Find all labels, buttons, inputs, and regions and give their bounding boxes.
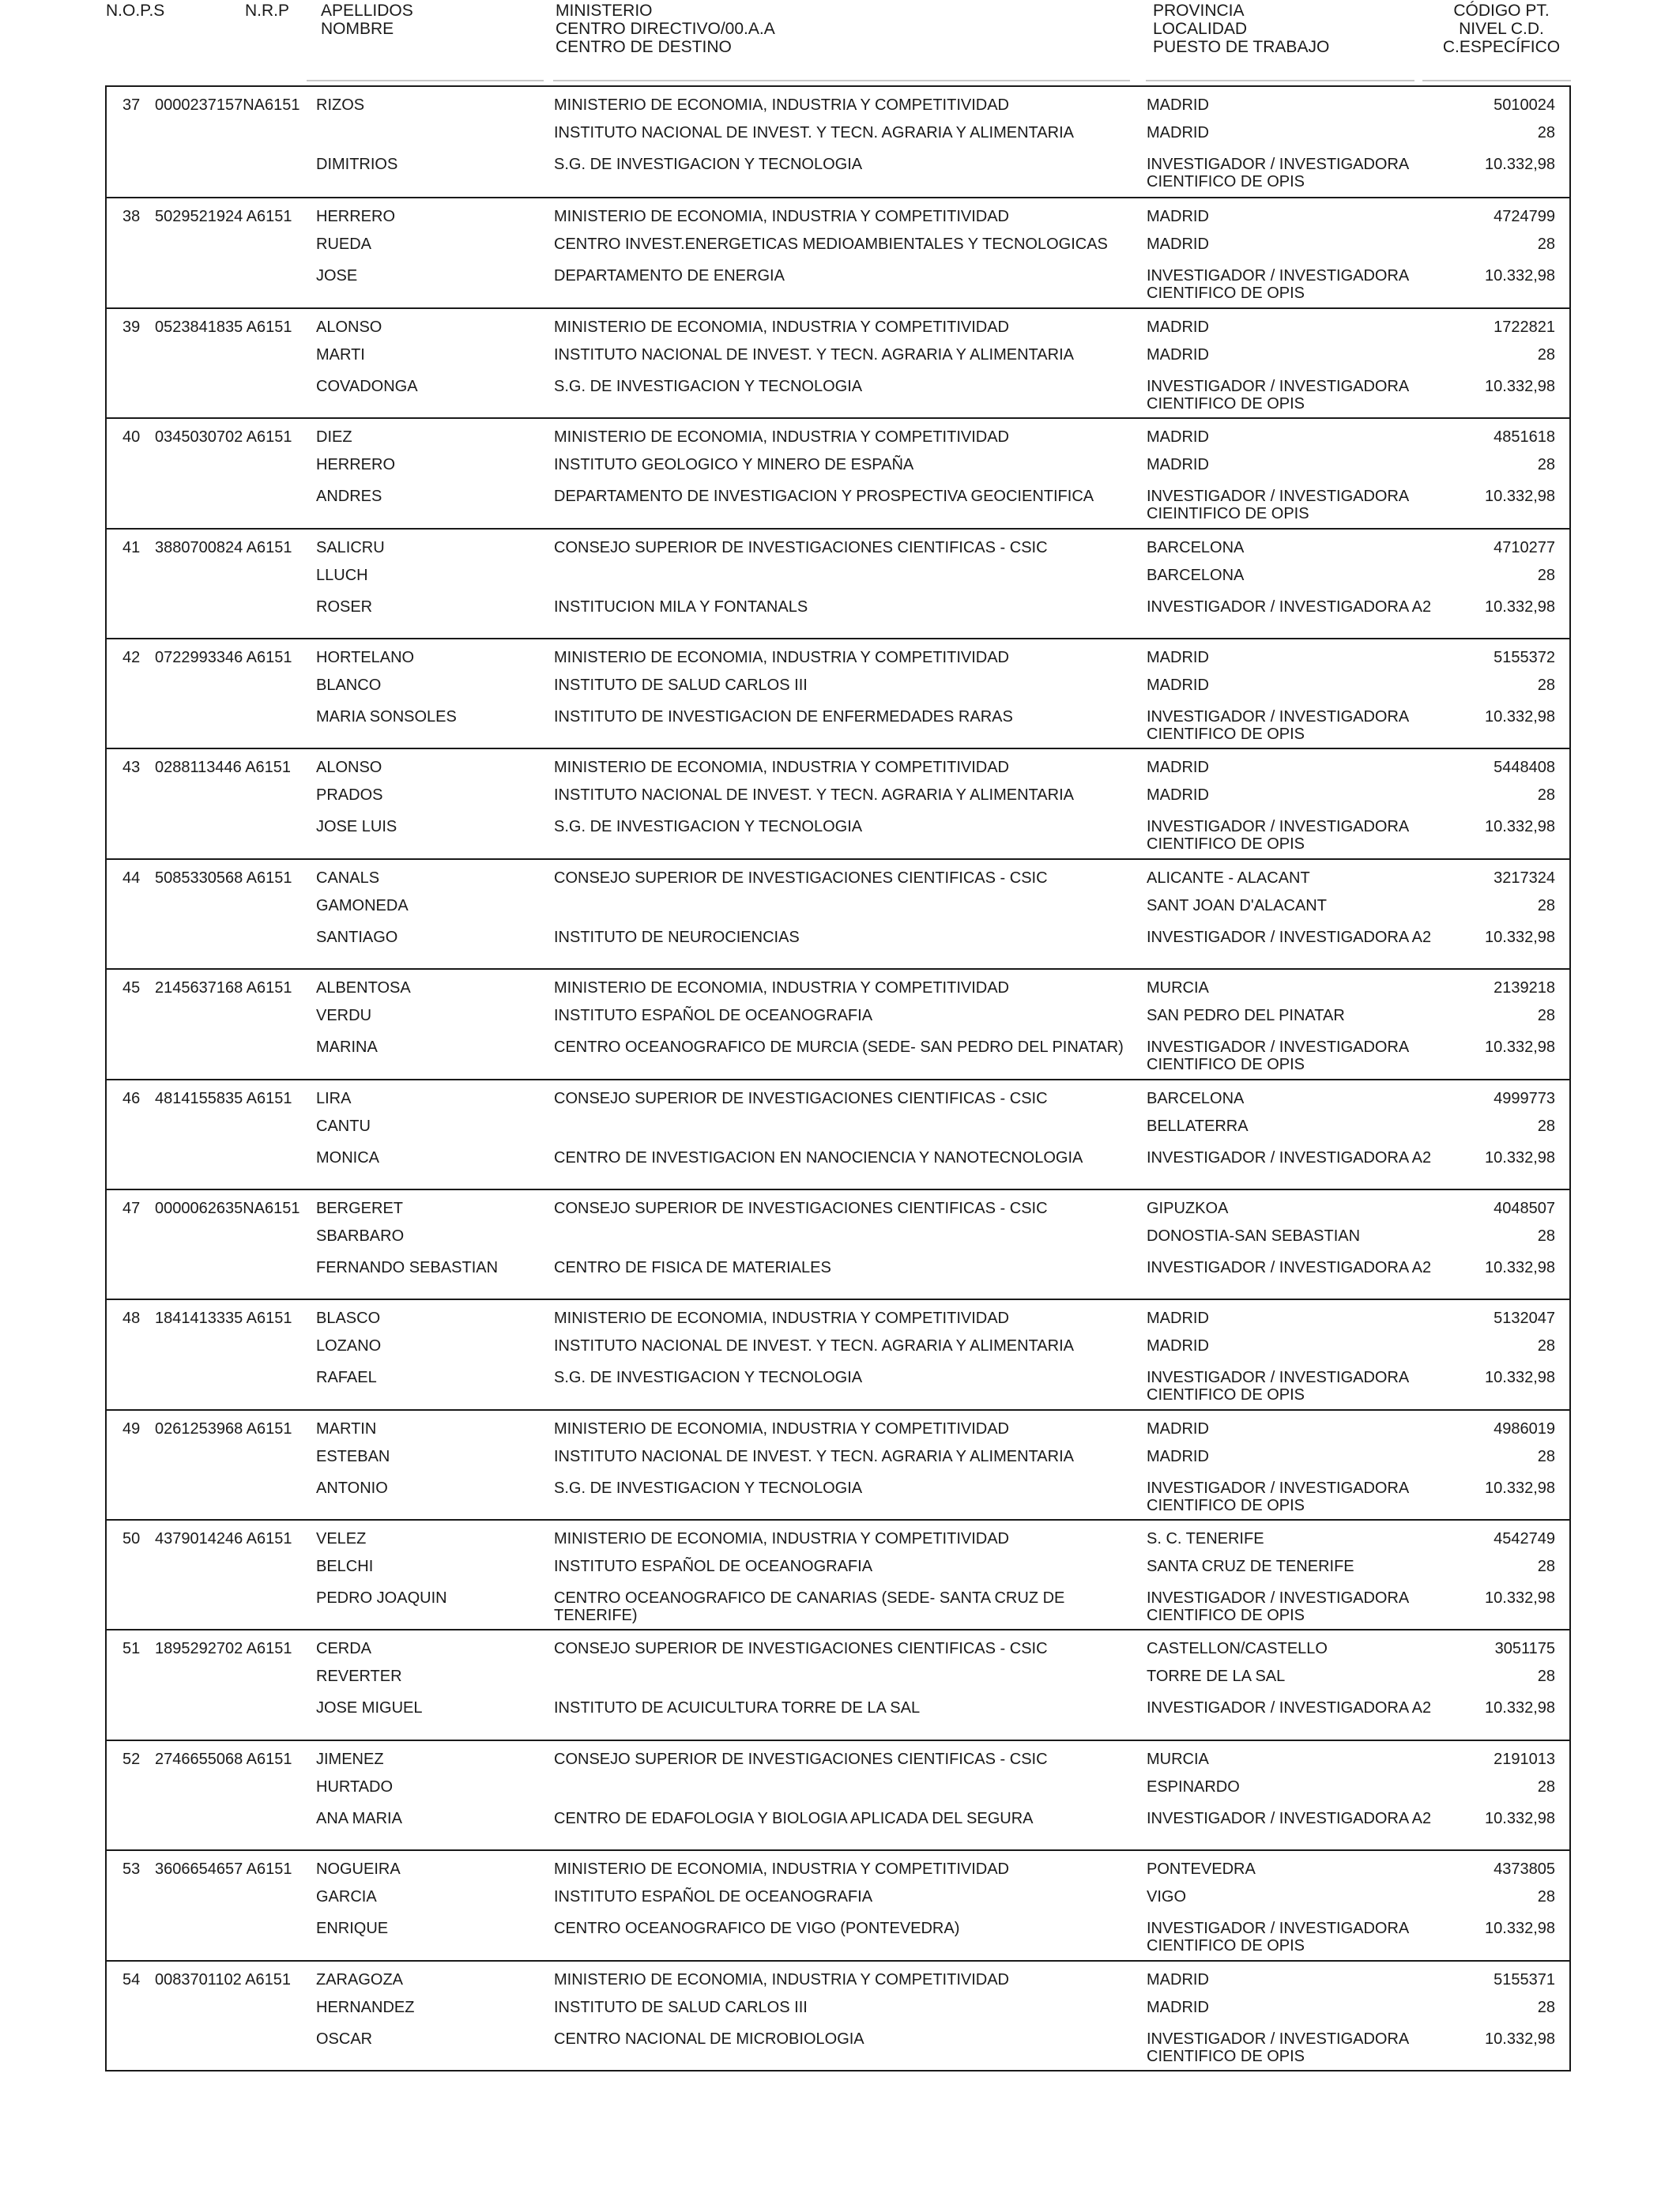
record-puesto: INVESTIGADOR / INVESTIGADORA A2 — [1147, 928, 1432, 946]
record-puesto: INVESTIGADOR / INVESTIGADORA A2 — [1147, 1809, 1432, 1827]
record-provincia: MADRID — [1147, 1419, 1209, 1438]
record-second-surname: BLANCO — [316, 676, 382, 694]
record-nivel-cd: 28 — [1537, 896, 1555, 914]
record-puesto: INVESTIGADOR / INVESTIGADORA A2 — [1147, 1699, 1432, 1717]
record-row — [107, 1409, 1569, 1519]
record-nivel-cd: 28 — [1537, 1998, 1555, 2016]
record-puesto: INVESTIGADOR / INVESTIGADORA CIENTIFICO DE OPIS — [1147, 377, 1409, 413]
record-first-surname: BLASCO — [316, 1310, 381, 1328]
record-provincia: BARCELONA — [1147, 1089, 1245, 1107]
header-provincia-localidad-puesto: PROVINCIA LOCALIDAD PUESTO DE TRABAJO — [1153, 2, 1330, 56]
record-row — [107, 748, 1569, 858]
record-codigo-pt: 5448408 — [1494, 759, 1555, 777]
record-row — [107, 1299, 1569, 1408]
record-given-name: ANTONIO — [316, 1479, 388, 1497]
record-nrp: 5029521924 A6151 — [155, 208, 292, 226]
record-number: 38 — [122, 208, 141, 226]
header-codigo-nivel-especifico: CÓDIGO PT. NIVEL C.D. C.ESPECÍFICO — [1442, 2, 1561, 56]
record-number: 52 — [122, 1750, 141, 1768]
record-second-surname: MARTI — [316, 345, 365, 364]
record-second-surname: PRADOS — [316, 786, 383, 805]
record-nivel-cd: 28 — [1537, 1558, 1555, 1576]
record-centro-destino: S.G. DE INVESTIGACION Y TECNOLOGIA — [554, 818, 863, 836]
record-centro-directivo: INSTITUTO NACIONAL DE INVEST. Y TECN. AGRARIA Y ALIMENTARIA — [554, 1337, 1074, 1355]
record-centro-destino: S.G. DE INVESTIGACION Y TECNOLOGIA — [554, 1479, 863, 1497]
record-nrp: 0083701102 A6151 — [155, 1970, 292, 1989]
record-localidad: MADRID — [1147, 786, 1209, 805]
record-nivel-cd: 28 — [1537, 1888, 1555, 1906]
record-centro-directivo: INSTITUTO ESPAÑOL DE OCEANOGRAFIA — [554, 1558, 873, 1576]
record-complemento-especifico: 10.332,98 — [1485, 1920, 1555, 1938]
header-nops: N.O.P.S — [106, 2, 165, 20]
record-ministerio: MINISTERIO DE ECONOMIA, INDUSTRIA Y COMPETITIVIDAD — [554, 1310, 1009, 1328]
record-ministerio: CONSEJO SUPERIOR DE INVESTIGACIONES CIENTIFICAS - CSIC — [554, 538, 1048, 556]
record-provincia: PONTEVEDRA — [1147, 1860, 1256, 1879]
record-complemento-especifico: 10.332,98 — [1485, 488, 1555, 506]
record-nrp: 2746655068 A6151 — [155, 1750, 292, 1768]
record-row — [107, 417, 1569, 527]
record-localidad: MADRID — [1147, 124, 1209, 141]
record-second-surname: VERDU — [316, 1007, 372, 1025]
record-puesto: INVESTIGADOR / INVESTIGADORA CIENTIFICO DE OPIS — [1147, 1039, 1409, 1074]
record-localidad: MADRID — [1147, 1337, 1209, 1355]
record-puesto: INVESTIGADOR / INVESTIGADORA CIENTIFICO DE OPIS — [1147, 267, 1409, 303]
record-puesto: INVESTIGADOR / INVESTIGADORA CIENTIFICO DE OPIS — [1147, 156, 1409, 190]
record-nrp: 0523841835 A6151 — [155, 318, 292, 336]
record-row — [107, 968, 1569, 1078]
records-table — [105, 85, 1571, 2071]
record-localidad: MADRID — [1147, 1998, 1209, 2016]
record-provincia: MURCIA — [1147, 979, 1209, 997]
record-complemento-especifico: 10.332,98 — [1485, 1479, 1555, 1497]
record-row — [107, 1849, 1569, 1959]
record-first-surname: ALBENTOSA — [316, 979, 411, 997]
record-given-name: JOSE LUIS — [316, 818, 397, 836]
record-ministerio: CONSEJO SUPERIOR DE INVESTIGACIONES CIENTIFICAS - CSIC — [554, 1089, 1048, 1107]
record-nivel-cd: 28 — [1537, 1668, 1555, 1686]
record-first-surname: ZARAGOZA — [316, 1970, 404, 1989]
record-row — [107, 1519, 1569, 1629]
record-number: 54 — [122, 1970, 141, 1989]
record-codigo-pt: 4999773 — [1494, 1089, 1555, 1107]
record-given-name: FERNANDO SEBASTIAN — [316, 1258, 499, 1276]
record-localidad: VIGO — [1147, 1888, 1187, 1906]
record-second-surname: GAMONEDA — [316, 896, 409, 914]
record-nivel-cd: 28 — [1537, 345, 1555, 364]
record-centro-directivo: INSTITUTO GEOLOGICO Y MINERO DE ESPAÑA — [554, 456, 914, 474]
record-number: 51 — [122, 1640, 141, 1658]
record-nivel-cd: 28 — [1537, 124, 1555, 141]
record-ministerio: CONSEJO SUPERIOR DE INVESTIGACIONES CIENTIFICAS - CSIC — [554, 1199, 1048, 1217]
record-given-name: ANDRES — [316, 488, 382, 506]
record-centro-destino: S.G. DE INVESTIGACION Y TECNOLOGIA — [554, 156, 863, 173]
record-centro-destino: INSTITUTO DE NEUROCIENCIAS — [554, 928, 800, 946]
record-given-name: JOSE MIGUEL — [316, 1699, 423, 1717]
record-nrp: 0722993346 A6151 — [155, 648, 292, 666]
record-nrp: 4814155835 A6151 — [155, 1089, 292, 1107]
record-provincia: MURCIA — [1147, 1750, 1209, 1768]
record-row — [107, 638, 1569, 748]
record-provincia: MADRID — [1147, 208, 1209, 226]
record-first-surname: LIRA — [316, 1089, 352, 1107]
record-puesto: INVESTIGADOR / INVESTIGADORA CIENTIFICO DE OPIS — [1147, 707, 1409, 743]
record-number: 39 — [122, 318, 141, 336]
record-codigo-pt: 4851618 — [1494, 428, 1555, 447]
record-nivel-cd: 28 — [1537, 1227, 1555, 1245]
record-row — [107, 1960, 1569, 2070]
column-header — [0, 0, 1680, 83]
record-centro-directivo: INSTITUTO NACIONAL DE INVEST. Y TECN. AGRARIA Y ALIMENTARIA — [554, 345, 1074, 364]
record-second-surname: HERRERO — [316, 456, 396, 474]
record-localidad: BELLATERRA — [1147, 1117, 1249, 1135]
record-centro-directivo: INSTITUTO DE SALUD CARLOS III — [554, 676, 808, 694]
record-localidad: MADRID — [1147, 1447, 1209, 1465]
record-localidad: SAN PEDRO DEL PINATAR — [1147, 1007, 1345, 1025]
record-number: 53 — [122, 1860, 141, 1879]
record-given-name: OSCAR — [316, 2030, 373, 2048]
record-first-surname: BERGERET — [316, 1199, 404, 1217]
record-codigo-pt: 3217324 — [1494, 869, 1555, 887]
record-second-surname: GARCIA — [316, 1888, 377, 1906]
record-provincia: MADRID — [1147, 759, 1209, 777]
record-row — [107, 528, 1569, 638]
record-centro-destino: CENTRO DE EDAFOLOGIA Y BIOLOGIA APLICADA DEL SEGURA — [554, 1809, 1034, 1827]
record-puesto: INVESTIGADOR / INVESTIGADORA CIENTIFICO DE OPIS — [1147, 1479, 1409, 1514]
record-first-surname: CANALS — [316, 869, 380, 887]
record-complemento-especifico: 10.332,98 — [1485, 1699, 1555, 1717]
record-ministerio: MINISTERIO DE ECONOMIA, INDUSTRIA Y COMPETITIVIDAD — [554, 1860, 1009, 1879]
record-given-name: JOSE — [316, 267, 358, 285]
record-number: 46 — [122, 1089, 141, 1107]
record-number: 48 — [122, 1310, 141, 1328]
record-complemento-especifico: 10.332,98 — [1485, 818, 1555, 836]
record-provincia: MADRID — [1147, 318, 1209, 336]
record-nivel-cd: 28 — [1537, 1337, 1555, 1355]
record-second-surname: LOZANO — [316, 1337, 382, 1355]
record-codigo-pt: 4373805 — [1494, 1860, 1555, 1879]
record-nrp: 1841413335 A6151 — [155, 1310, 292, 1328]
record-centro-directivo: INSTITUTO NACIONAL DE INVEST. Y TECN. AGRARIA Y ALIMENTARIA — [554, 124, 1074, 141]
record-complemento-especifico: 10.332,98 — [1485, 377, 1555, 395]
record-nivel-cd: 28 — [1537, 236, 1555, 254]
record-nivel-cd: 28 — [1537, 1447, 1555, 1465]
record-number: 49 — [122, 1419, 141, 1438]
record-second-surname: REVERTER — [316, 1668, 402, 1686]
record-provincia: BARCELONA — [1147, 538, 1245, 556]
record-complemento-especifico: 10.332,98 — [1485, 707, 1555, 726]
record-number: 42 — [122, 648, 141, 666]
record-given-name: MONICA — [316, 1148, 379, 1167]
record-centro-directivo: INSTITUTO NACIONAL DE INVEST. Y TECN. AGRARIA Y ALIMENTARIA — [554, 1447, 1074, 1465]
record-centro-destino: INSTITUTO DE INVESTIGACION DE ENFERMEDADES RARAS — [554, 707, 1013, 726]
record-nivel-cd: 28 — [1537, 456, 1555, 474]
record-row — [107, 1189, 1569, 1299]
record-number: 37 — [122, 96, 141, 114]
record-given-name: PEDRO JOAQUIN — [316, 1589, 447, 1608]
record-given-name: COVADONGA — [316, 377, 418, 395]
record-given-name: SANTIAGO — [316, 928, 398, 946]
record-row — [107, 307, 1569, 417]
record-localidad: DONOSTIA-SAN SEBASTIAN — [1147, 1227, 1361, 1245]
record-complemento-especifico: 10.332,98 — [1485, 2030, 1555, 2048]
record-complemento-especifico: 10.332,98 — [1485, 598, 1555, 616]
record-row — [107, 1079, 1569, 1189]
record-ministerio: MINISTERIO DE ECONOMIA, INDUSTRIA Y COMPETITIVIDAD — [554, 428, 1009, 447]
record-nrp: 0288113446 A6151 — [155, 759, 292, 777]
record-number: 47 — [122, 1199, 141, 1217]
record-puesto: INVESTIGADOR / INVESTIGADORA A2 — [1147, 1258, 1432, 1276]
record-nrp: 3880700824 A6151 — [155, 538, 292, 556]
record-centro-directivo: INSTITUTO ESPAÑOL DE OCEANOGRAFIA — [554, 1888, 873, 1906]
record-provincia: MADRID — [1147, 1310, 1209, 1328]
record-complemento-especifico: 10.332,98 — [1485, 156, 1555, 173]
record-ministerio: MINISTERIO DE ECONOMIA, INDUSTRIA Y COMPETITIVIDAD — [554, 648, 1009, 666]
record-given-name: ROSER — [316, 598, 373, 616]
record-second-surname: SBARBARO — [316, 1227, 405, 1245]
record-nrp: 2145637168 A6151 — [155, 979, 292, 997]
record-puesto: INVESTIGADOR / INVESTIGADORA A2 — [1147, 1148, 1432, 1167]
record-codigo-pt: 2139218 — [1494, 979, 1555, 997]
record-centro-destino: S.G. DE INVESTIGACION Y TECNOLOGIA — [554, 377, 863, 395]
record-complemento-especifico: 10.332,98 — [1485, 1258, 1555, 1276]
record-nivel-cd: 28 — [1537, 1117, 1555, 1135]
record-localidad: MADRID — [1147, 676, 1209, 694]
record-puesto: INVESTIGADOR / INVESTIGADORA CIEINTIFICO DE OPIS — [1147, 488, 1409, 523]
record-given-name: RAFAEL — [316, 1369, 377, 1387]
record-localidad: SANTA CRUZ DE TENERIFE — [1147, 1558, 1354, 1576]
record-first-surname: JIMENEZ — [316, 1750, 384, 1768]
record-nivel-cd: 28 — [1537, 1777, 1555, 1796]
record-number: 44 — [122, 869, 141, 887]
record-codigo-pt: 5010024 — [1494, 96, 1555, 114]
record-codigo-pt: 3051175 — [1494, 1640, 1555, 1658]
record-ministerio: MINISTERIO DE ECONOMIA, INDUSTRIA Y COMPETITIVIDAD — [554, 1419, 1009, 1438]
record-first-surname: NOGUEIRA — [316, 1860, 401, 1879]
record-row — [107, 1629, 1569, 1739]
record-complemento-especifico: 10.332,98 — [1485, 1369, 1555, 1387]
record-second-surname: HERNANDEZ — [316, 1998, 415, 2016]
record-centro-destino: CENTRO DE FISICA DE MATERIALES — [554, 1258, 831, 1276]
record-provincia: ALICANTE - ALACANT — [1147, 869, 1310, 887]
record-centro-destino: CENTRO OCEANOGRAFICO DE CANARIAS (SEDE- SANTA CRUZ DE TENERIFE) — [554, 1589, 1065, 1625]
record-centro-destino: S.G. DE INVESTIGACION Y TECNOLOGIA — [554, 1369, 863, 1387]
record-second-surname: CANTU — [316, 1117, 371, 1135]
record-codigo-pt: 4710277 — [1494, 538, 1555, 556]
record-provincia: GIPUZKOA — [1147, 1199, 1229, 1217]
record-first-surname: HERRERO — [316, 208, 396, 226]
record-nivel-cd: 28 — [1537, 786, 1555, 805]
record-centro-directivo: INSTITUTO ESPAÑOL DE OCEANOGRAFIA — [554, 1007, 873, 1025]
record-complemento-especifico: 10.332,98 — [1485, 1148, 1555, 1167]
record-centro-destino: CENTRO OCEANOGRAFICO DE MURCIA (SEDE- SAN PEDRO DEL PINATAR) — [554, 1039, 1124, 1057]
record-given-name: ENRIQUE — [316, 1920, 389, 1938]
record-given-name: ANA MARIA — [316, 1809, 402, 1827]
record-nrp: 5085330568 A6151 — [155, 869, 292, 887]
record-number: 45 — [122, 979, 141, 997]
record-ministerio: CONSEJO SUPERIOR DE INVESTIGACIONES CIENTIFICAS - CSIC — [554, 1750, 1048, 1768]
record-centro-destino: CENTRO OCEANOGRAFICO DE VIGO (PONTEVEDRA) — [554, 1920, 960, 1938]
record-first-surname: RIZOS — [316, 96, 365, 114]
record-given-name: MARINA — [316, 1039, 378, 1057]
record-nrp: 3606654657 A6151 — [155, 1860, 292, 1879]
record-localidad: MADRID — [1147, 236, 1209, 254]
record-number: 50 — [122, 1530, 141, 1548]
header-underline — [1422, 80, 1571, 81]
record-codigo-pt: 2191013 — [1494, 1750, 1555, 1768]
record-first-surname: MARTIN — [316, 1419, 377, 1438]
record-ministerio: MINISTERIO DE ECONOMIA, INDUSTRIA Y COMPETITIVIDAD — [554, 1530, 1009, 1548]
record-provincia: MADRID — [1147, 96, 1209, 114]
record-codigo-pt: 4986019 — [1494, 1419, 1555, 1438]
record-first-surname: SALICRU — [316, 538, 385, 556]
header-ministerio-centro: MINISTERIO CENTRO DIRECTIVO/00.A.A CENTRO DE DESTINO — [556, 2, 775, 56]
header-nrp: N.R.P — [245, 2, 290, 20]
record-provincia: MADRID — [1147, 1970, 1209, 1989]
record-second-surname: RUEDA — [316, 236, 372, 254]
record-nrp: 0345030702 A6151 — [155, 428, 292, 447]
record-puesto: INVESTIGADOR / INVESTIGADORA CIENTIFICO DE OPIS — [1147, 1589, 1409, 1625]
record-codigo-pt: 4724799 — [1494, 208, 1555, 226]
header-underline — [1146, 80, 1414, 81]
record-centro-directivo: INSTITUTO DE SALUD CARLOS III — [554, 1998, 808, 2016]
record-provincia: MADRID — [1147, 428, 1209, 447]
record-row — [107, 197, 1569, 307]
record-given-name: MARIA SONSOLES — [316, 707, 457, 726]
record-nrp: 0000062635NA6151 — [155, 1199, 300, 1217]
record-codigo-pt: 5155372 — [1494, 648, 1555, 666]
record-localidad: TORRE DE LA SAL — [1147, 1668, 1286, 1686]
record-provincia: CASTELLON/CASTELLO — [1147, 1640, 1328, 1658]
record-ministerio: MINISTERIO DE ECONOMIA, INDUSTRIA Y COMPETITIVIDAD — [554, 318, 1009, 336]
record-ministerio: CONSEJO SUPERIOR DE INVESTIGACIONES CIENTIFICAS - CSIC — [554, 869, 1048, 887]
record-ministerio: MINISTERIO DE ECONOMIA, INDUSTRIA Y COMPETITIVIDAD — [554, 96, 1009, 114]
record-centro-destino: CENTRO NACIONAL DE MICROBIOLOGIA — [554, 2030, 864, 2048]
record-row — [107, 858, 1569, 968]
record-row — [107, 87, 1569, 197]
record-puesto: INVESTIGADOR / INVESTIGADORA CIENTIFICO DE OPIS — [1147, 2030, 1409, 2065]
record-number: 43 — [122, 759, 141, 777]
record-nrp: 0000237157NA6151 — [155, 96, 300, 114]
record-centro-directivo: CENTRO INVEST.ENERGETICAS MEDIOAMBIENTALES Y TECNOLOGICAS — [554, 236, 1108, 254]
record-puesto: INVESTIGADOR / INVESTIGADORA CIENTIFICO DE OPIS — [1147, 818, 1409, 854]
record-ministerio: MINISTERIO DE ECONOMIA, INDUSTRIA Y COMPETITIVIDAD — [554, 979, 1009, 997]
record-first-surname: CERDA — [316, 1640, 372, 1658]
record-nivel-cd: 28 — [1537, 676, 1555, 694]
record-nrp: 4379014246 A6151 — [155, 1530, 292, 1548]
record-nrp: 0261253968 A6151 — [155, 1419, 292, 1438]
record-centro-destino: DEPARTAMENTO DE INVESTIGACION Y PROSPECTIVA GEOCIENTIFICA — [554, 488, 1094, 506]
header-underline — [307, 80, 544, 81]
record-number: 41 — [122, 538, 141, 556]
record-codigo-pt: 5155371 — [1494, 1970, 1555, 1989]
record-codigo-pt: 5132047 — [1494, 1310, 1555, 1328]
record-codigo-pt: 4048507 — [1494, 1199, 1555, 1217]
record-centro-directivo: INSTITUTO NACIONAL DE INVEST. Y TECN. AGRARIA Y ALIMENTARIA — [554, 786, 1074, 805]
record-localidad: ESPINARDO — [1147, 1777, 1240, 1796]
record-first-surname: ALONSO — [316, 759, 382, 777]
record-localidad: BARCELONA — [1147, 566, 1245, 584]
record-complemento-especifico: 10.332,98 — [1485, 267, 1555, 285]
record-centro-destino: INSTITUTO DE ACUICULTURA TORRE DE LA SAL — [554, 1699, 921, 1717]
record-second-surname: LLUCH — [316, 566, 368, 584]
record-first-surname: VELEZ — [316, 1530, 367, 1548]
record-ministerio: CONSEJO SUPERIOR DE INVESTIGACIONES CIENTIFICAS - CSIC — [554, 1640, 1048, 1658]
record-second-surname: HURTADO — [316, 1777, 394, 1796]
record-number: 40 — [122, 428, 141, 447]
record-centro-destino: INSTITUCION MILA Y FONTANALS — [554, 598, 808, 616]
record-provincia: MADRID — [1147, 648, 1209, 666]
header-apellidos-nombre: APELLIDOS NOMBRE — [321, 2, 413, 38]
record-second-surname: BELCHI — [316, 1558, 374, 1576]
record-centro-destino: DEPARTAMENTO DE ENERGIA — [554, 267, 785, 285]
record-provincia: S. C. TENERIFE — [1147, 1530, 1264, 1548]
record-row — [107, 1740, 1569, 1849]
record-nivel-cd: 28 — [1537, 566, 1555, 584]
record-localidad: MADRID — [1147, 345, 1209, 364]
record-first-surname: ALONSO — [316, 318, 382, 336]
record-second-surname: ESTEBAN — [316, 1447, 390, 1465]
record-codigo-pt: 1722821 — [1494, 318, 1555, 336]
record-first-surname: HORTELANO — [316, 648, 415, 666]
record-localidad: SANT JOAN D'ALACANT — [1147, 896, 1327, 914]
record-given-name: DIMITRIOS — [316, 156, 398, 173]
record-complemento-especifico: 10.332,98 — [1485, 1589, 1555, 1608]
record-complemento-especifico: 10.332,98 — [1485, 1039, 1555, 1057]
record-ministerio: MINISTERIO DE ECONOMIA, INDUSTRIA Y COMPETITIVIDAD — [554, 1970, 1009, 1989]
record-nrp: 1895292702 A6151 — [155, 1640, 292, 1658]
record-complemento-especifico: 10.332,98 — [1485, 1809, 1555, 1827]
record-nivel-cd: 28 — [1537, 1007, 1555, 1025]
record-localidad: MADRID — [1147, 456, 1209, 474]
record-puesto: INVESTIGADOR / INVESTIGADORA A2 — [1147, 598, 1432, 616]
record-codigo-pt: 4542749 — [1494, 1530, 1555, 1548]
record-centro-destino: CENTRO DE INVESTIGACION EN NANOCIENCIA Y NANOTECNOLOGIA — [554, 1148, 1083, 1167]
record-complemento-especifico: 10.332,98 — [1485, 928, 1555, 946]
header-underline — [553, 80, 1130, 81]
record-ministerio: MINISTERIO DE ECONOMIA, INDUSTRIA Y COMPETITIVIDAD — [554, 759, 1009, 777]
record-first-surname: DIEZ — [316, 428, 352, 447]
record-ministerio: MINISTERIO DE ECONOMIA, INDUSTRIA Y COMPETITIVIDAD — [554, 208, 1009, 226]
record-puesto: INVESTIGADOR / INVESTIGADORA CIENTIFICO DE OPIS — [1147, 1920, 1409, 1955]
record-puesto: INVESTIGADOR / INVESTIGADORA CIENTIFICO DE OPIS — [1147, 1369, 1409, 1404]
